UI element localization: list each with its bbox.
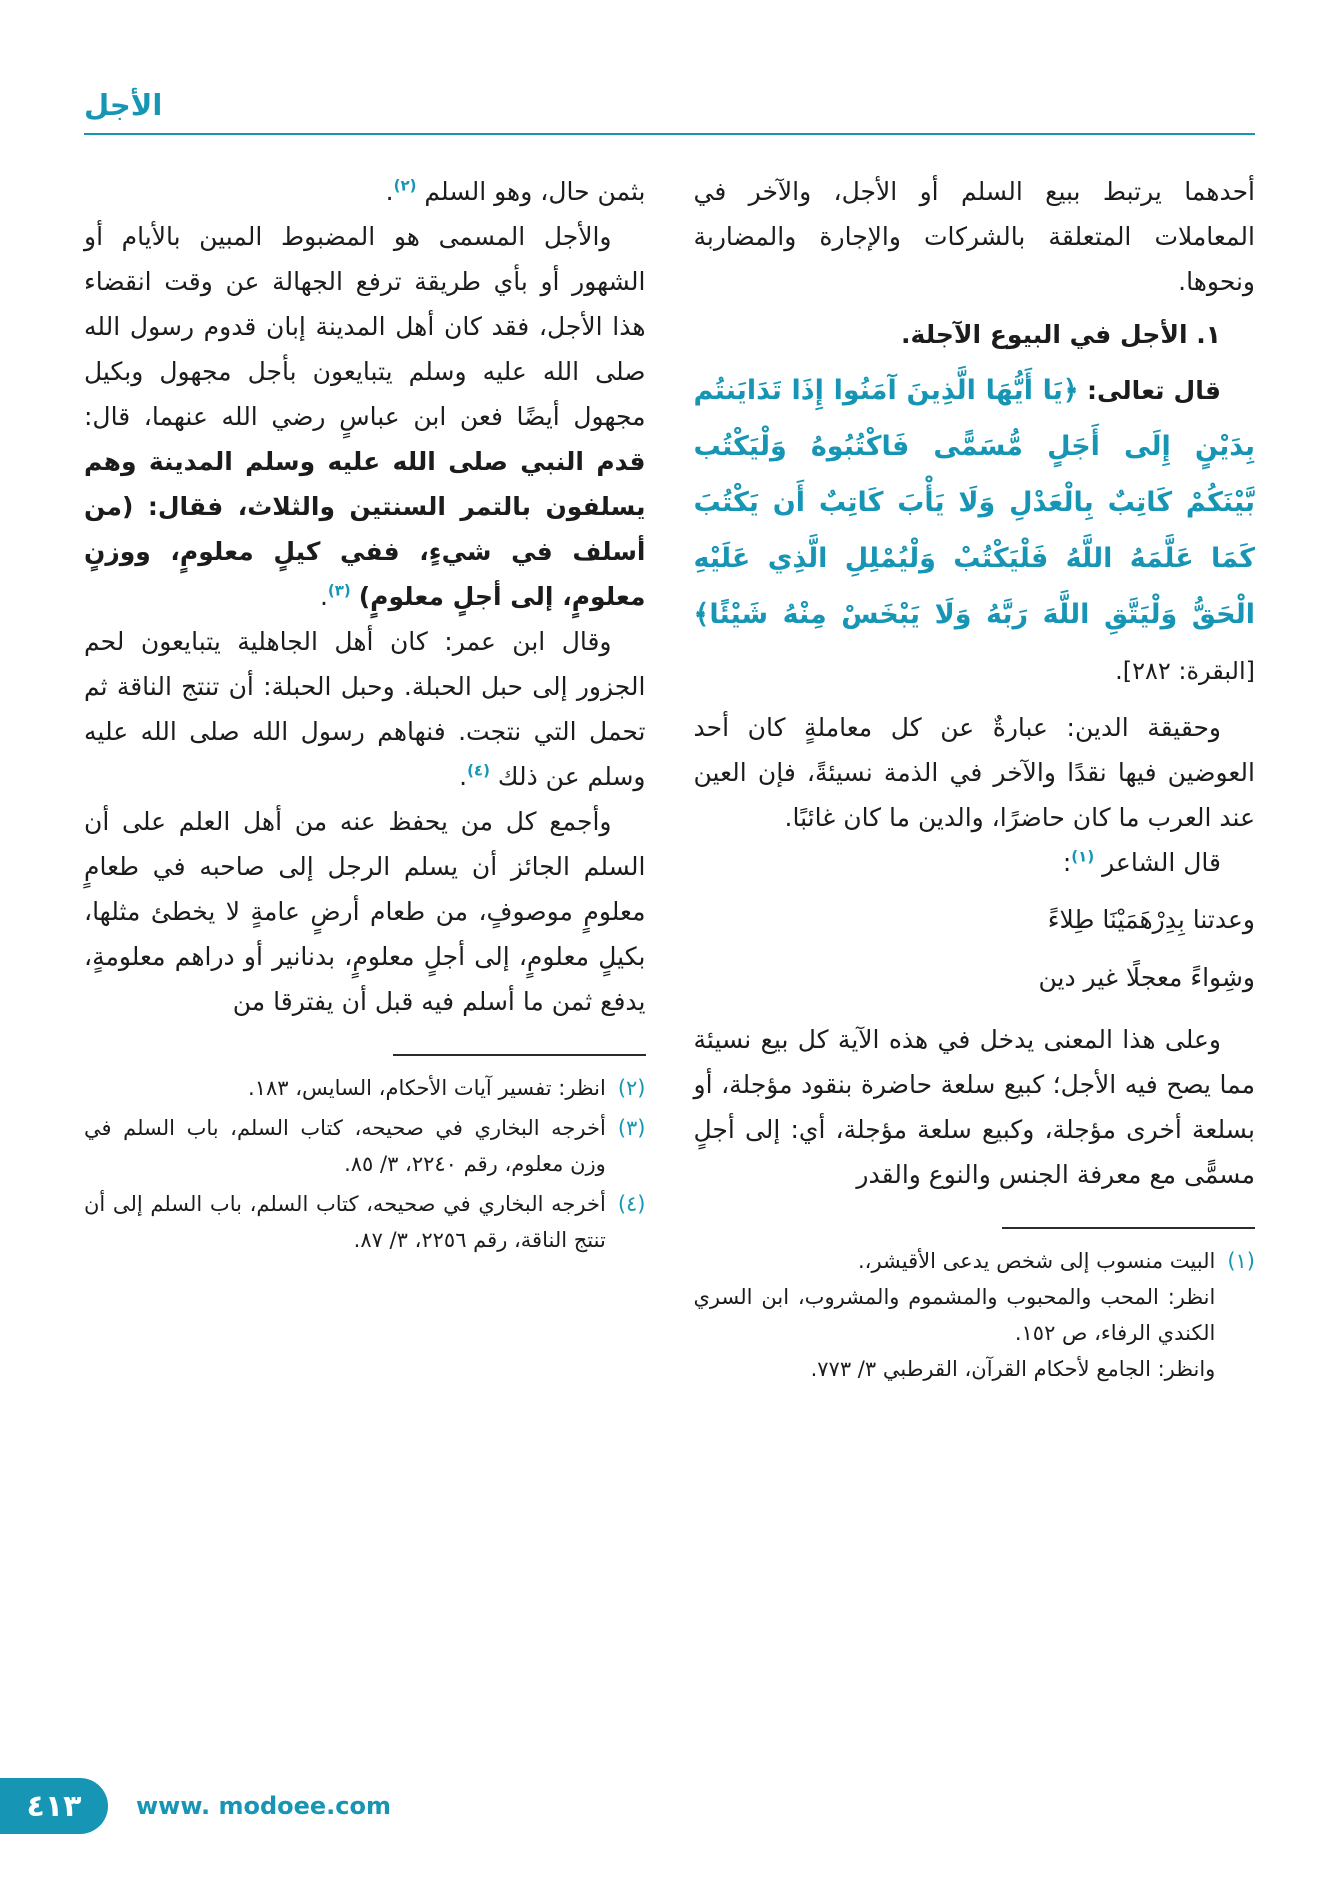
column-right (694, 169, 1256, 1391)
footnotes-right (694, 1227, 1256, 1387)
period: . (319, 581, 328, 611)
footnote-line: البيت منسوب إلى شخص يدعى الأقيشر،. (857, 1248, 1216, 1273)
poetry-line-2: وشِواءً معجلًا غير دين (1038, 962, 1255, 992)
poetry-block (694, 891, 1256, 1007)
footnote-number: (١) (1227, 1248, 1255, 1273)
section-heading: ١. الأجل في البيوع الآجلة. (901, 319, 1221, 349)
footnote-divider (1002, 1227, 1255, 1229)
paragraph-ajal-musamma (84, 214, 646, 619)
footnote-2 (84, 1070, 646, 1106)
running-head-title: الأجل (84, 88, 163, 122)
header-divider (84, 133, 1255, 135)
paragraph-text: والأجل المسمى هو المضبوط المبين بالأيام أو الشهور أو بأي طريقة ترفع الجهالة عن وقت انقضاء هذا الأجل، فقد كان أهل المدينة إبان قدوم رسول الله صلى الله عليه وسلم يتبايعون بأجل مجهول وبكيل مجهول أيضًا فعن ابن عباسٍ رضي الله عنهما، قال: (84, 221, 646, 431)
footnote-number: (٣) (617, 1115, 646, 1140)
page-number-badge (0, 1778, 108, 1834)
paragraph-text: وقال ابن عمر: كان أهل الجاهلية يتبايعون لحم الجزور إلى حبل الحبلة. وحبل الحبلة: أن تنتج الناقة ثم تحمل التي نتجت. فنهاهم رسول الله صلى الله عليه وسلم عن ذلك (84, 626, 646, 791)
footnote-1 (694, 1243, 1256, 1387)
paragraph-wa-ala: وعلى هذا المعنى يدخل في هذه الآية كل بيع نسيئة مما يصح فيه الأجل؛ كبيع سلعة حاضرة بنقود مؤجلة، أو بسلعة أخرى مؤجلة، وكبيع سلعة مؤجلة، أي: إلى أجلٍ مسمًّى مع معرفة الجنس والنوع والقدر (693, 1024, 1255, 1189)
period: . (385, 176, 394, 206)
footnote-ref-1: (١) (1071, 847, 1095, 866)
footnote-line: انظر: المحب والمحبوب والمشموم والمشروب، ابن السري الكندي الرفاء، ص ١٥٢. (693, 1284, 1216, 1345)
footnote-ref-2: (٢) (393, 176, 417, 195)
quran-paragraph (694, 363, 1256, 699)
footnote-4 (84, 1186, 646, 1258)
footnote-line: وانظر: الجامع لأحكام القرآن، القرطبي ٣/ ٧٧٣. (810, 1356, 1216, 1381)
footnote-number: (٢) (617, 1075, 646, 1100)
paragraph-intro: أحدهما يرتبط ببيع السلم أو الأجل، والآخر في المعاملات المتعلقة بالشركات والإجارة والمضاربة ونحوها. (693, 176, 1255, 296)
website-url: www. modoee.com (136, 1792, 392, 1820)
poetry-line-1: وعدتنا بِدِرْهَمَيْنَا طِلاءً (1047, 904, 1255, 934)
verse-reference: [البقرة: ٢٨٢]. (1115, 656, 1255, 685)
period: . (459, 761, 468, 791)
poet-intro-colon: : (1062, 847, 1072, 877)
paragraph-haqiqa: وحقيقة الدين: عبارةٌ عن كل معاملةٍ كان أحد العوضين فيها نقدًا والآخر في الذمة نسيئةً، فإن العين عند العرب ما كان حاضرًا، والدين ما كان غائبًا. (693, 712, 1255, 832)
paragraph-ibn-umar (84, 619, 646, 799)
text-columns (84, 169, 1255, 1391)
page-number: ٤١٣ (26, 1788, 82, 1824)
footnote-text (694, 1243, 1216, 1387)
footnote-text: أخرجه البخاري في صحيحه، كتاب السلم، باب السلم في وزن معلوم، رقم ٢٢٤٠، ٣/ ٨٥. (84, 1115, 606, 1176)
hadith-text: قدم النبي صلى الله عليه وسلم المدينة وهم يسلفون بالتمر السنتين والثلاث، فقال: (من أسلف في شيءٍ، ففي كيلٍ معلومٍ، ووزنٍ معلومٍ، إلى أجلٍ معلومٍ) (84, 446, 646, 611)
footnote-text: أخرجه البخاري في صحيحه، كتاب السلم، باب السلم إلى أن تنتج الناقة، رقم ٢٢٥٦، ٣/ ٨٧. (84, 1191, 606, 1252)
footnote-text: انظر: تفسير آيات الأحكام، السايس، ١٨٣. (248, 1075, 606, 1100)
paragraph-continuation (84, 169, 646, 214)
continuation-text: بثمن حال، وهو السلم (424, 176, 646, 206)
footnote-ref-3: (٣) (327, 581, 351, 600)
poet-intro-text: قال الشاعر (1102, 847, 1221, 877)
paragraph-ijmaa: وأجمع كل من يحفظ عنه من أهل العلم على أن السلم الجائز أن يسلم الرجل إلى صاحبه في طعامٍ معلومٍ موصوفٍ، من طعام أرضٍ عامةٍ لا يخطئ مثلها، بكيلٍ معلومٍ، إلى أجلٍ معلومٍ، بدنانير أو دراهم معلومةٍ، يدفع ثمن ما أسلم فيه قبل أن يفترقا من (84, 806, 646, 1016)
poet-intro (694, 840, 1256, 885)
footnote-number: (٤) (617, 1191, 646, 1216)
footnotes-left (84, 1054, 646, 1258)
qala-taala-label: قال تعالى: (1087, 375, 1222, 405)
page-header (84, 88, 1255, 135)
column-left (84, 169, 646, 1262)
quran-verse: ﴿يَا أَيُّهَا الَّذِينَ آمَنُوا إِذَا تَدَايَنتُم بِدَيْنٍ إِلَى أَجَلٍ مُّسَمًّى فَاكْتُبُوهُ وَلْيَكْتُب بَّيْنَكُمْ كَاتِبٌ بِالْعَدْلِ وَلَا يَأْبَ كَاتِبٌ أَن يَكْتُبَ كَمَا عَلَّمَهُ اللَّهُ فَلْيَكْتُبْ وَلْيُمْلِلِ الَّذِي عَلَيْهِ الْحَقُّ وَلْيَتَّقِ اللَّهَ رَبَّهُ وَلَا يَبْخَسْ مِنْهُ شَيْئًا﴾ (693, 374, 1255, 630)
footnote-3 (84, 1110, 646, 1182)
footnote-ref-4: (٤) (467, 761, 490, 780)
footnote-divider (393, 1054, 646, 1056)
page-footer (0, 1778, 391, 1834)
